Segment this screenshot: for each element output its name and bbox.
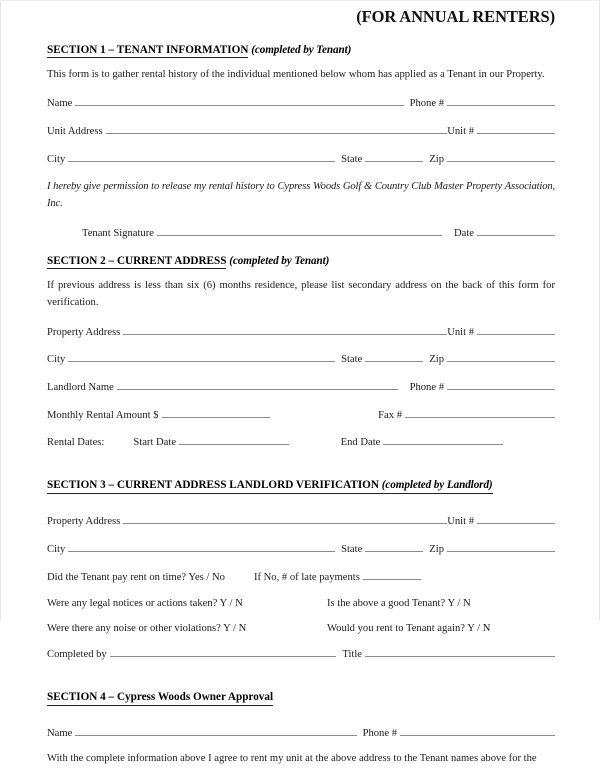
label-name: Name [47,98,73,110]
label-state-3: State [341,543,363,555]
field-row-city-state-zip-1 [47,150,555,167]
label-rental-dates: Rental Dates: [47,437,105,449]
section-4-heading-main: SECTION 4 – Cypress Woods Owner Approval [47,690,274,703]
document-header-title: (FOR ANNUAL RENTERS) [356,7,555,26]
label-city-3: City [47,543,66,555]
input-landlord-name[interactable] [117,378,398,390]
question-pay-rent-on-time: Did the Tenant pay rent on time? Yes / No [47,571,225,583]
question-rent-again: Would you rent to Tenant again? Y / N [327,623,491,635]
section-1-heading-main: SECTION 1 – TENANT INFORMATION [47,44,249,56]
label-start-date: Start Date [133,437,177,449]
field-row-tenant-signature [47,224,555,241]
field-row-property-address-2 [47,323,555,340]
input-name[interactable] [75,94,403,106]
section-3-heading-italic: (completed by Landlord) [381,479,493,492]
field-row-monthly-rental-fax [47,406,555,423]
section-4-closing-text: With the complete information above I agree to rent my unit at the above address to the Tenant names above for the [47,752,537,764]
input-city-3[interactable] [68,540,335,552]
permission-statement: I hereby give permission to release my rental history to Cypress Woods Golf & Country Club Master Property Association, Inc. [47,181,555,210]
section-1-heading [47,43,555,57]
section-2-heading-italic: (completed by Tenant) [229,255,330,268]
label-completed-by: Completed by [47,649,107,661]
label-title: Title [342,649,362,661]
label-end-date: End Date [340,437,381,449]
label-phone: Phone # [409,98,444,110]
label-unit-address: Unit Address [47,125,103,137]
label-landlord-name: Landlord Name [47,382,114,393]
question-noise-violations: Were there any noise or other violations? Y / N [47,623,247,635]
input-late-payments-count[interactable] [363,568,421,580]
label-unit-number: Unit # [447,125,474,137]
label-unit-number-2: Unit # [447,326,474,338]
input-city[interactable] [68,150,335,162]
field-row-landlord-name [47,378,555,395]
input-zip-3[interactable] [447,540,555,552]
input-state-3[interactable] [365,540,423,552]
input-property-address[interactable] [123,323,447,335]
section-1-intro-text: This form is to gather rental history of the individual mentioned below whom has applied as a Tenant in our Property. [47,69,545,80]
field-row-property-address-3 [47,512,555,529]
field-row-owner-name-phone [47,724,555,741]
input-owner-phone[interactable] [400,724,555,736]
section-2-heading [47,254,555,268]
label-tenant-signature: Tenant Signature [82,227,154,239]
input-property-address-3[interactable] [123,512,447,524]
field-row-city-state-zip-3 [47,540,555,557]
section-1-heading-italic: (completed by Tenant) [251,44,352,56]
section-4-heading-wrap [47,676,555,715]
question-late-payments: If No, # of late payments [253,571,360,583]
section-1-heading-wrap [47,43,555,57]
label-date: Date [454,227,474,239]
input-end-date[interactable] [383,433,503,445]
field-row-rental-dates [47,433,555,450]
label-owner-phone: Phone # [362,727,397,739]
input-zip[interactable] [447,150,555,162]
label-fax: Fax # [378,409,402,421]
section-2-heading-main: SECTION 2 – CURRENT ADDRESS [47,255,227,268]
field-row-rent-on-time [47,568,555,585]
input-unit-address[interactable] [106,122,448,134]
label-property-address: Property Address [47,326,121,338]
input-phone[interactable] [447,94,555,106]
label-unit-number-3: Unit # [447,516,474,528]
input-completed-by[interactable] [110,645,337,657]
input-unit-number[interactable] [477,122,555,134]
input-unit-number-2[interactable] [477,323,555,335]
input-unit-number-3[interactable] [477,512,555,524]
section-3-heading [47,478,493,494]
field-row-name-phone [47,94,555,111]
label-state-2: State [341,354,363,366]
question-row-noise-rent-again [47,623,555,634]
input-state-2[interactable] [365,350,423,362]
field-row-city-state-zip-2 [47,350,555,367]
input-monthly-rental-amount[interactable] [162,406,270,418]
input-start-date[interactable] [179,433,289,445]
label-state: State [341,153,363,165]
section-3-heading-wrap [47,464,555,503]
input-phone-2[interactable] [447,378,555,390]
input-zip-2[interactable] [447,350,555,362]
label-city: City [47,153,66,165]
label-zip: Zip [429,153,444,165]
section-2-heading-wrap [47,254,555,268]
question-row-legal-good [47,598,555,609]
label-monthly-rental-amount: Monthly Rental Amount $ [47,409,159,421]
label-property-address-3: Property Address [47,516,121,528]
label-city-2: City [47,354,66,366]
label-owner-name: Name [47,727,73,739]
input-city-2[interactable] [68,350,335,362]
input-date[interactable] [477,224,555,236]
field-row-completed-by-title [47,645,555,662]
field-row-unit-address [47,122,555,139]
section-2-intro-text: If previous address is less than six (6) months residence, please list secondary address on the back of this form for verification. [47,280,555,309]
input-tenant-signature[interactable] [157,224,442,236]
document-content [47,1,555,771]
input-owner-name[interactable] [75,724,356,736]
label-zip-2: Zip [429,354,444,366]
label-phone-2: Phone # [409,382,444,393]
input-title[interactable] [365,645,555,657]
section-4-heading [47,690,273,706]
input-fax[interactable] [405,406,555,418]
question-legal-notices: Were any legal notices or actions taken? Y / N [47,598,243,610]
section-3-heading-main: SECTION 3 – CURRENT ADDRESS LANDLORD VERIFICATION [47,479,379,492]
question-good-tenant: Is the above a good Tenant? Y / N [327,598,471,610]
input-state[interactable] [365,150,423,162]
label-zip-3: Zip [429,543,444,555]
